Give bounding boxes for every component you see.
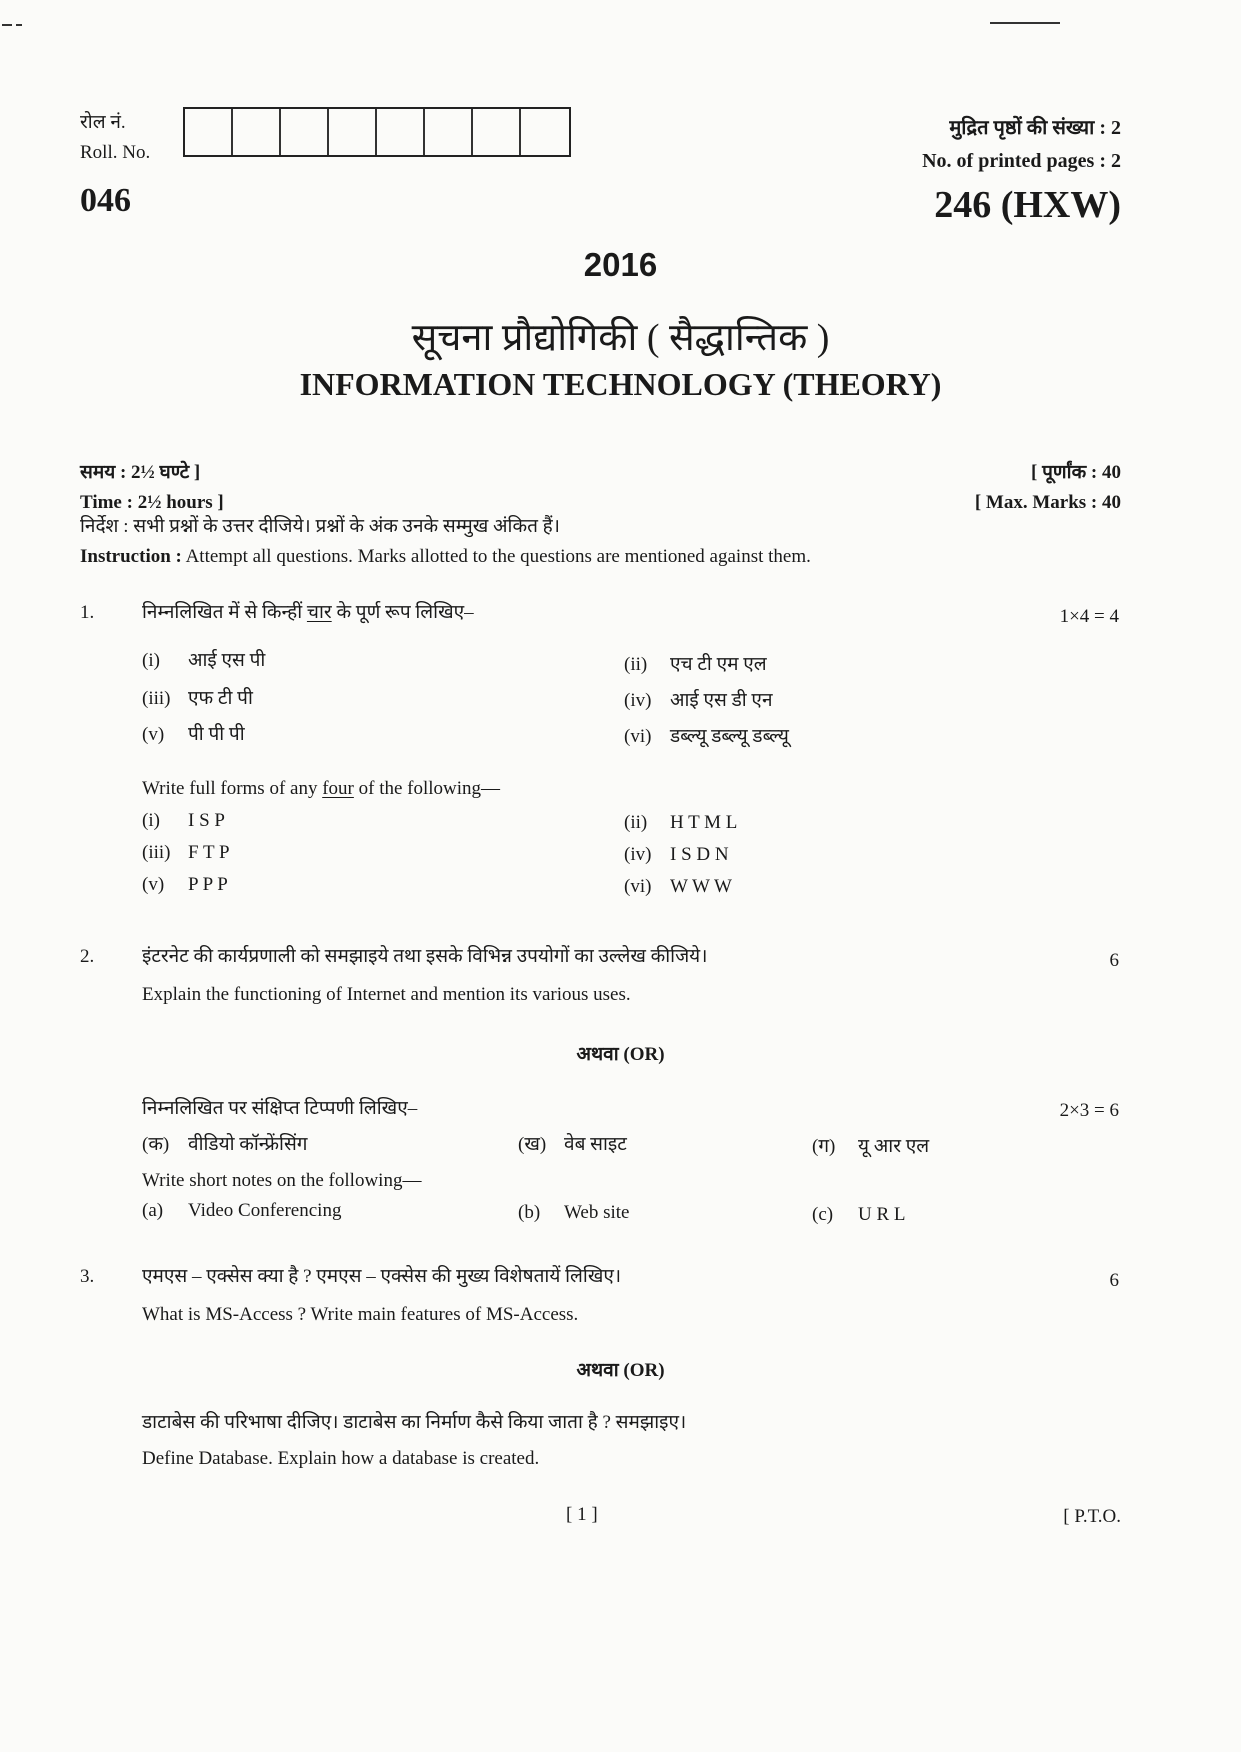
option-number: (ii) <box>624 812 648 833</box>
question-2-alt-hindi: निम्नलिखित पर संक्षिप्त टिप्पणी लिखिए– <box>142 1098 418 1119</box>
underlined-word: चार <box>306 602 332 623</box>
subject-title-english: INFORMATION TECHNOLOGY (THEORY) <box>299 366 942 402</box>
option <box>624 876 732 898</box>
paper-code-right: 246 (HXW) <box>934 184 1121 226</box>
option-text: आई एस पी <box>188 650 266 671</box>
roll-box[interactable] <box>233 109 281 155</box>
option-number: (iii) <box>142 688 171 709</box>
paper-code-left: 046 <box>80 182 131 219</box>
roll-label-hindi: रोल नं. <box>80 112 126 133</box>
question-1-hindi <box>142 598 474 628</box>
option-number: (iii) <box>142 842 171 863</box>
scan-mark <box>2 24 12 26</box>
option-number: (ii) <box>624 654 648 675</box>
option-number: (a) <box>142 1200 164 1221</box>
option-text: एच टी एम एल <box>670 654 767 675</box>
question-2-alt-english: Write short notes on the following— <box>142 1170 422 1191</box>
question-2-hindi: इंटरनेट की कार्यप्रणाली को समझाइये तथा इसके विभिन्न उपयोगों का उल्लेख कीजिये। <box>142 946 708 967</box>
instruction-english <box>80 542 811 572</box>
time-hindi: समय : 2½ घण्टे ] <box>80 462 201 483</box>
printed-pages <box>922 112 1121 178</box>
option-text: Video Conferencing <box>188 1200 342 1221</box>
roll-box[interactable] <box>329 109 377 155</box>
option-number: (क) <box>142 1134 170 1155</box>
option-number: (iv) <box>624 844 652 865</box>
option-text: I S D N <box>670 844 729 865</box>
option-text: वेब साइट <box>564 1134 627 1155</box>
option <box>518 1202 629 1224</box>
roll-box[interactable] <box>473 109 521 155</box>
option-text: आई एस डी एन <box>670 690 773 711</box>
option-text: F T P <box>188 842 230 863</box>
option-number: (i) <box>142 650 160 671</box>
option <box>142 842 230 864</box>
question-marks: 6 <box>1109 1270 1119 1291</box>
option-number: (i) <box>142 810 160 831</box>
option <box>624 844 729 866</box>
please-turn-over: [ P.T.O. <box>1063 1506 1121 1527</box>
option <box>812 1132 929 1158</box>
option-number: (vi) <box>624 726 652 747</box>
question-marks: 1×4 = 4 <box>1059 606 1119 627</box>
marks-hindi: [ पूर्णांक : 40 <box>1031 462 1121 483</box>
question-marks: 6 <box>1109 950 1119 971</box>
option-text: P P P <box>188 874 228 895</box>
or-divider: अथवा (OR) <box>576 1360 665 1381</box>
option <box>142 1130 308 1156</box>
option <box>142 646 265 672</box>
option-number: (vi) <box>624 876 652 897</box>
question-3-alt-english: Define Database. Explain how a database is created. <box>142 1448 540 1469</box>
option <box>142 684 253 710</box>
time-english: Time : 2½ hours ] <box>80 492 224 513</box>
roll-box[interactable] <box>521 109 569 155</box>
option-text: एफ टी पी <box>188 688 253 709</box>
instructions <box>80 512 811 572</box>
roll-label-english: Roll. No. <box>80 142 151 163</box>
question-3-hindi: एमएस – एक्सेस क्या है ? एमएस – एक्सेस की मुख्य विशेषतायें लिखिए। <box>142 1266 622 1287</box>
roll-box[interactable] <box>377 109 425 155</box>
option <box>142 874 228 896</box>
exam-year: 2016 <box>583 246 658 283</box>
option <box>142 810 225 832</box>
question-1-english <box>142 774 500 804</box>
option <box>624 650 767 676</box>
question-3-english: What is MS-Access ? Write main features of MS-Access. <box>142 1304 579 1325</box>
question-number: 3. <box>80 1266 95 1287</box>
question-number: 2. <box>80 946 95 967</box>
option-number: (v) <box>142 724 165 745</box>
option <box>142 1200 341 1222</box>
question-marks: 2×3 = 6 <box>1059 1100 1119 1121</box>
option <box>812 1204 906 1226</box>
option <box>142 720 245 746</box>
instruction-label: Instruction : <box>80 546 182 567</box>
roll-box[interactable] <box>185 109 233 155</box>
text: निम्नलिखित में से किन्हीं <box>142 602 307 623</box>
instruction-hindi: निर्देश : सभी प्रश्नों के उत्तर दीजिये। प्रश्नों के अंक उनके सम्मुख अंकित हैं। <box>80 516 560 537</box>
max-marks <box>975 458 1121 518</box>
option-text: Web site <box>564 1202 630 1223</box>
marks-english: [ Max. Marks : 40 <box>974 492 1121 513</box>
option-number: (ग) <box>812 1136 836 1157</box>
option <box>624 686 773 712</box>
option-text: डब्ल्यू डब्ल्यू डब्ल्यू <box>670 726 789 747</box>
scan-mark <box>990 22 1060 24</box>
option-text: वीडियो कॉन्फ्रेंसिंग <box>188 1134 308 1155</box>
question-3-alt-hindi: डाटाबेस की परिभाषा दीजिए। डाटाबेस का निर्माण कैसे किया जाता है ? समझाइए। <box>142 1412 687 1433</box>
printed-pages-english: No. of printed pages : 2 <box>922 150 1121 172</box>
underlined-word: four <box>322 778 354 799</box>
option <box>518 1130 627 1156</box>
or-divider: अथवा (OR) <box>576 1044 665 1065</box>
instruction-text: Attempt all questions. Marks allotted to the questions are mentioned against them. <box>181 546 811 567</box>
question-number: 1. <box>80 602 95 623</box>
option <box>624 722 789 748</box>
text: of the following— <box>353 778 501 799</box>
printed-pages-hindi: मुद्रित पृष्ठों की संख्या : 2 <box>949 117 1121 139</box>
option-number: (b) <box>518 1202 541 1223</box>
option-text: W W W <box>670 876 732 897</box>
roll-box[interactable] <box>281 109 329 155</box>
option-number: (ख) <box>518 1134 547 1155</box>
subject-title-hindi: सूचना प्रौद्योगिकी ( सैद्धान्तिक ) <box>411 317 830 359</box>
option-number: (c) <box>812 1204 834 1225</box>
option-number: (iv) <box>624 690 652 711</box>
time-allowed <box>80 458 224 518</box>
option-text: पी पी पी <box>188 724 245 745</box>
roll-number-boxes[interactable] <box>183 107 571 157</box>
option-text: यू आर एल <box>858 1136 930 1157</box>
question-2-english: Explain the functioning of Internet and mention its various uses. <box>142 984 631 1005</box>
option-text: U R L <box>858 1204 906 1225</box>
option-number: (v) <box>142 874 165 895</box>
roll-number-label <box>80 108 150 168</box>
option <box>624 812 737 834</box>
text: Write full forms of any <box>142 778 323 799</box>
option-text: H T M L <box>670 812 738 833</box>
page-number: [ 1 ] <box>566 1504 598 1525</box>
option-text: I S P <box>188 810 225 831</box>
roll-box[interactable] <box>425 109 473 155</box>
text: के पूर्ण रूप लिखिए– <box>331 602 474 623</box>
scan-mark <box>16 24 22 26</box>
